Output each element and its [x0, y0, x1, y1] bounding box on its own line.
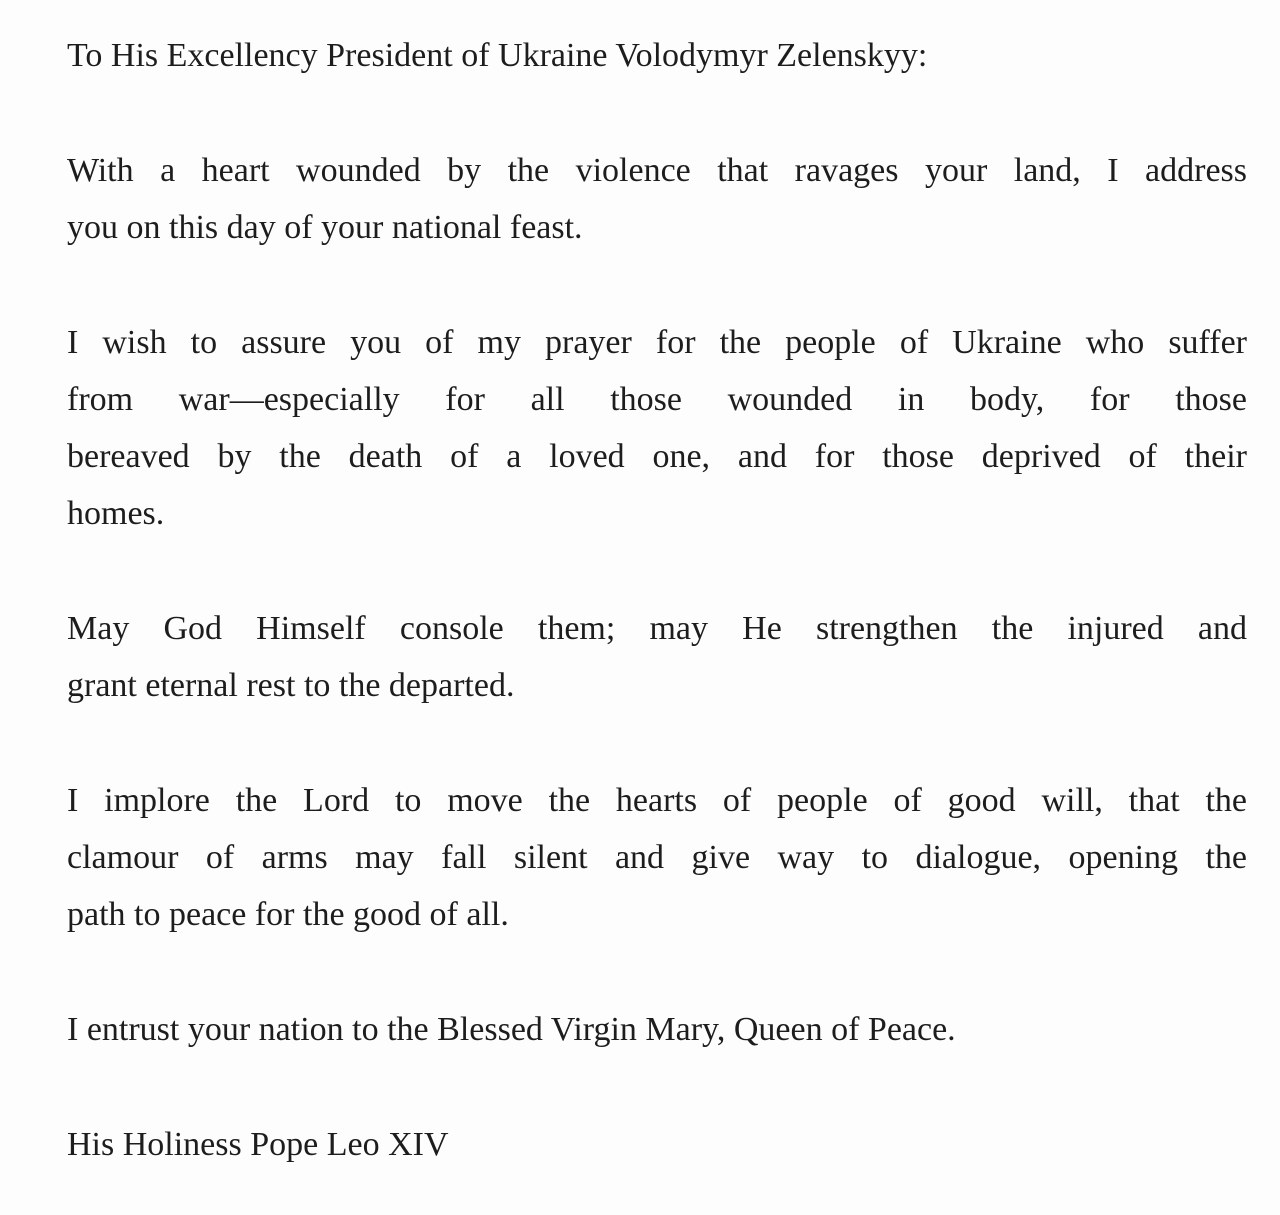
letter-line: I implore the Lord to move the hearts of people of good will, that the	[67, 782, 1247, 819]
letter-line: I wish to assure you of my prayer for the people of Ukraine who suffer	[67, 324, 1247, 361]
letter-line: I entrust your nation to the Blessed Virgin Mary, Queen of Peace.	[67, 1011, 956, 1048]
letter-line: from war—especially for all those wounded in body, for those	[67, 381, 1247, 418]
letter-line: bereaved by the death of a loved one, and for those deprived of their	[67, 438, 1247, 475]
letter-line: His Holiness Pope Leo XIV	[67, 1126, 449, 1163]
letter-paragraph-3	[67, 600, 1247, 714]
letter-line: To His Excellency President of Ukraine Volodymyr Zelenskyy:	[67, 37, 928, 74]
letter-signature	[67, 1116, 1247, 1173]
letter-line: grant eternal rest to the departed.	[67, 667, 515, 704]
letter-line: May God Himself console them; may He strengthen the injured and	[67, 610, 1247, 647]
letter-paragraph-5	[67, 1001, 1247, 1058]
letter-line: you on this day of your national feast.	[67, 209, 583, 246]
letter-line: homes.	[67, 495, 165, 532]
letter-salutation	[67, 27, 1247, 84]
letter-line: path to peace for the good of all.	[67, 896, 509, 933]
letter-line: With a heart wounded by the violence that ravages your land, I address	[67, 152, 1247, 189]
letter-paragraph-1	[67, 142, 1247, 256]
letter-paragraph-2	[67, 314, 1247, 542]
letter-paragraph-4	[67, 772, 1247, 943]
letter-line: clamour of arms may fall silent and give way to dialogue, opening the	[67, 839, 1247, 876]
